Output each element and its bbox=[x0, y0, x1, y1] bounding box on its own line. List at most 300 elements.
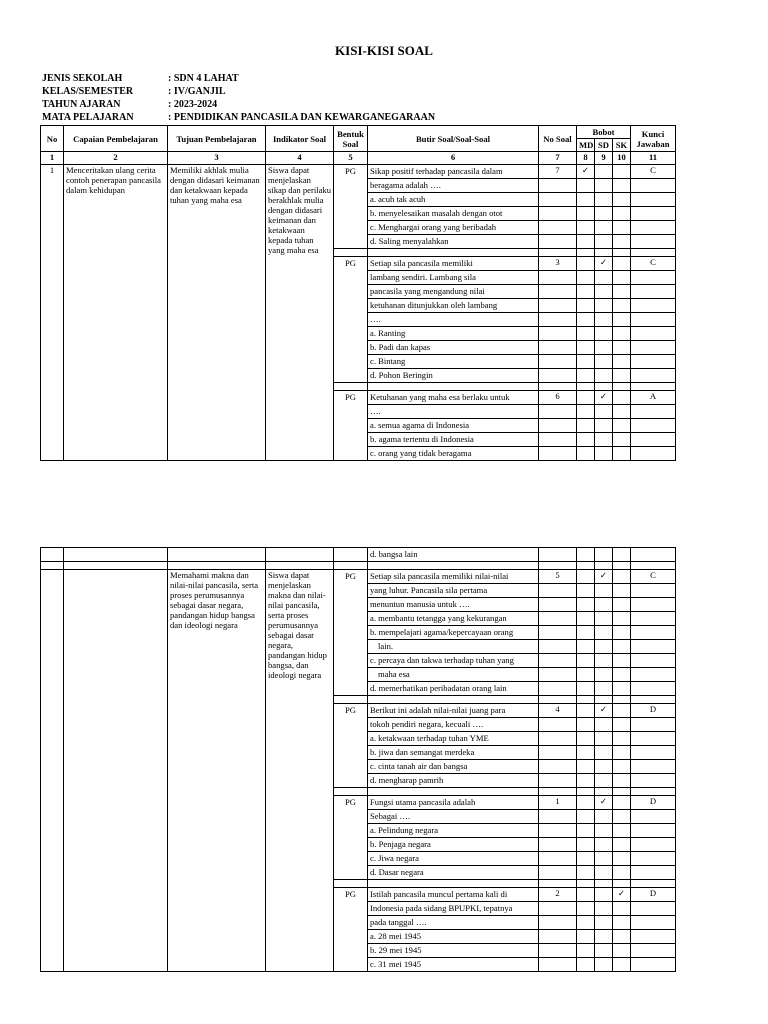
question-number bbox=[539, 419, 577, 433]
bobot-sk-check bbox=[613, 221, 631, 235]
question-text-line: c. 31 mei 1945 bbox=[368, 958, 539, 972]
answer-key bbox=[631, 207, 676, 221]
table-cell bbox=[368, 249, 539, 257]
bobot-sk-check: ✓ bbox=[613, 888, 631, 902]
question-text-line: pancasila yang mengandung nilai bbox=[368, 285, 539, 299]
table-cell bbox=[539, 696, 577, 704]
tujuan-pembelajaran: Memiliki akhlak mulia dengan didasari keimanan dan ketakwaan kepada tuhan yang maha esa bbox=[168, 165, 266, 461]
bobot-sk-check bbox=[613, 760, 631, 774]
answer-key bbox=[631, 760, 676, 774]
table-cell bbox=[595, 880, 613, 888]
table-cell bbox=[334, 788, 368, 796]
bobot-sd-check bbox=[595, 405, 613, 419]
bobot-sk-check bbox=[613, 598, 631, 612]
bobot-md-check bbox=[577, 369, 595, 383]
bobot-md-check bbox=[577, 598, 595, 612]
table-cell bbox=[613, 880, 631, 888]
bobot-sd-check bbox=[595, 838, 613, 852]
question-number bbox=[539, 433, 577, 447]
bobot-sk-check bbox=[613, 257, 631, 271]
table-cell bbox=[64, 548, 168, 562]
bobot-sk-check bbox=[613, 944, 631, 958]
bobot-md-check bbox=[577, 760, 595, 774]
bobot-sk-check bbox=[613, 584, 631, 598]
table-cell bbox=[334, 880, 368, 888]
question-text-line: pada tanggal …. bbox=[368, 916, 539, 930]
bobot-sk-check bbox=[613, 179, 631, 193]
answer-key bbox=[631, 271, 676, 285]
bobot-sk-check bbox=[613, 341, 631, 355]
spacer-row bbox=[41, 562, 676, 570]
bobot-md-check bbox=[577, 584, 595, 598]
question-text-line: tokoh pendiri negara, kecuali …. bbox=[368, 718, 539, 732]
answer-key: C bbox=[631, 257, 676, 271]
bobot-sk-check bbox=[613, 355, 631, 369]
bobot-sk-check bbox=[613, 271, 631, 285]
answer-key bbox=[631, 916, 676, 930]
question-number: 2 bbox=[539, 888, 577, 902]
answer-key bbox=[631, 433, 676, 447]
table-cell bbox=[168, 548, 266, 562]
bobot-md-check bbox=[577, 888, 595, 902]
bobot-sd-check bbox=[595, 355, 613, 369]
question-text-line: b. 29 mei 1945 bbox=[368, 944, 539, 958]
question-text-line: Istilah pancasila muncul pertama kali di bbox=[368, 888, 539, 902]
table-cell bbox=[595, 249, 613, 257]
answer-key bbox=[631, 341, 676, 355]
bobot-sd-check bbox=[595, 852, 613, 866]
bobot-sd-check bbox=[595, 810, 613, 824]
question-text-line: ketuhanan ditunjukkan oleh lambang bbox=[368, 299, 539, 313]
table-cell bbox=[595, 562, 613, 570]
answer-key bbox=[631, 299, 676, 313]
bobot-sd-check bbox=[595, 235, 613, 249]
question-text-line: a. 28 mei 1945 bbox=[368, 930, 539, 944]
answer-key bbox=[631, 612, 676, 626]
meta-row-subject bbox=[42, 111, 542, 124]
table-cell bbox=[577, 788, 595, 796]
header-sd: SD bbox=[595, 139, 613, 152]
answer-key bbox=[631, 774, 676, 788]
row-number bbox=[41, 570, 64, 972]
answer-key: A bbox=[631, 391, 676, 405]
question-text-line: c. Menghargai orang yang beribadah bbox=[368, 221, 539, 235]
question-text-line: b. menyelesaikan masalah dengan otot bbox=[368, 207, 539, 221]
answer-key: C bbox=[631, 165, 676, 179]
answer-key bbox=[631, 584, 676, 598]
question-type: PG bbox=[334, 257, 368, 383]
indikator-soal: Siswa dapat menjelaskan makna dan nilai-nilai pancasila, serta proses perumusannya sebagai dasar negara, pandangan hidup bangsa, dan ideologi negara bbox=[266, 570, 334, 972]
answer-key bbox=[631, 626, 676, 640]
meta-value: : 2023-2024 bbox=[168, 99, 218, 110]
question-type: PG bbox=[334, 165, 368, 249]
question-text-line: lain. bbox=[368, 640, 539, 654]
question-text-line: c. Jiwa negara bbox=[368, 852, 539, 866]
bobot-sk-check bbox=[613, 916, 631, 930]
question-text-line: b. jiwa dan semangat merdeka bbox=[368, 746, 539, 760]
bobot-sd-check bbox=[595, 916, 613, 930]
question-type: PG bbox=[334, 570, 368, 696]
table-cell bbox=[613, 696, 631, 704]
question-type: PG bbox=[334, 796, 368, 880]
bobot-md-check bbox=[577, 299, 595, 313]
table-cell bbox=[577, 383, 595, 391]
question-number bbox=[539, 640, 577, 654]
question-number bbox=[539, 810, 577, 824]
header-tujuan: Tujuan Pembelajaran bbox=[168, 126, 266, 152]
bobot-md-check bbox=[577, 207, 595, 221]
col-number: 2 bbox=[64, 152, 168, 165]
answer-key bbox=[631, 447, 676, 461]
bobot-sk-check bbox=[613, 235, 631, 249]
bobot-sk-check bbox=[613, 313, 631, 327]
bobot-sk-check bbox=[613, 285, 631, 299]
bobot-sk-check bbox=[613, 299, 631, 313]
question-number bbox=[539, 838, 577, 852]
bobot-sk-check bbox=[613, 774, 631, 788]
bobot-md-check bbox=[577, 285, 595, 299]
bobot-md-check bbox=[577, 682, 595, 696]
table-cell bbox=[539, 548, 577, 562]
question-number bbox=[539, 916, 577, 930]
table-cell bbox=[368, 880, 539, 888]
bobot-sd-check bbox=[595, 433, 613, 447]
table-cell bbox=[539, 788, 577, 796]
bobot-sd-check bbox=[595, 598, 613, 612]
answer-key bbox=[631, 902, 676, 916]
header-no-soal: No Soal bbox=[539, 126, 577, 152]
col-number: 5 bbox=[334, 152, 368, 165]
bobot-md-check bbox=[577, 810, 595, 824]
table-cell bbox=[334, 548, 368, 562]
table-cell bbox=[595, 696, 613, 704]
question-number bbox=[539, 668, 577, 682]
bobot-sd-check bbox=[595, 447, 613, 461]
question-text-line: maha esa bbox=[368, 668, 539, 682]
answer-key bbox=[631, 598, 676, 612]
meta-value: : SDN 4 LAHAT bbox=[168, 73, 239, 84]
meta-label: MATA PELAJARAN bbox=[42, 112, 134, 123]
question-number bbox=[539, 179, 577, 193]
table-cell bbox=[577, 562, 595, 570]
question-number bbox=[539, 271, 577, 285]
bobot-md-check bbox=[577, 866, 595, 880]
question-text-line: d. Pohon Beringin bbox=[368, 369, 539, 383]
header-butir: Butir Soal/Soal-Soal bbox=[368, 126, 539, 152]
question-text-line: a. membantu tetangga yang kekurangan bbox=[368, 612, 539, 626]
question-number bbox=[539, 221, 577, 235]
bobot-md-check bbox=[577, 654, 595, 668]
bobot-sk-check bbox=[613, 612, 631, 626]
question-number bbox=[539, 944, 577, 958]
bobot-md-check bbox=[577, 732, 595, 746]
bobot-md-check bbox=[577, 746, 595, 760]
bobot-sk-check bbox=[613, 391, 631, 405]
bobot-md-check bbox=[577, 341, 595, 355]
question-number bbox=[539, 732, 577, 746]
table-cell bbox=[539, 249, 577, 257]
bobot-sd-check bbox=[595, 285, 613, 299]
bobot-sd-check bbox=[595, 327, 613, 341]
question-number bbox=[539, 682, 577, 696]
question-number bbox=[539, 626, 577, 640]
question-text-line: d. mengharap pamrih bbox=[368, 774, 539, 788]
bobot-sd-check bbox=[595, 746, 613, 760]
col-number: 1 bbox=[41, 152, 64, 165]
question-number bbox=[539, 774, 577, 788]
table-cell bbox=[539, 880, 577, 888]
table-cell bbox=[577, 548, 595, 562]
header-bobot: Bobot bbox=[577, 126, 631, 139]
bobot-sd-check bbox=[595, 866, 613, 880]
question-number bbox=[539, 718, 577, 732]
bobot-sd-check bbox=[595, 824, 613, 838]
question-number bbox=[539, 958, 577, 972]
answer-key bbox=[631, 852, 676, 866]
bobot-sd-check bbox=[595, 299, 613, 313]
question-number: 1 bbox=[539, 796, 577, 810]
bobot-md-check bbox=[577, 838, 595, 852]
question-text-line: Sikap positif terhadap pancasila dalam bbox=[368, 165, 539, 179]
bobot-md-check bbox=[577, 405, 595, 419]
bobot-sd-check bbox=[595, 179, 613, 193]
table-cell bbox=[539, 383, 577, 391]
col-number: 7 bbox=[539, 152, 577, 165]
bobot-md-check bbox=[577, 796, 595, 810]
bobot-md-check bbox=[577, 944, 595, 958]
table-cell bbox=[577, 696, 595, 704]
bobot-sk-check bbox=[613, 640, 631, 654]
question-text-line: a. semua agama di Indonesia bbox=[368, 419, 539, 433]
meta-label: KELAS/SEMESTER bbox=[42, 86, 134, 97]
bobot-sk-check bbox=[613, 838, 631, 852]
tujuan-pembelajaran: Memahami makna dan nilai-nilai pancasila, serta proses perumusannya sebagai dasar negara, pandangan hidup bangsa dan ideologi negara bbox=[168, 570, 266, 972]
table-cell bbox=[613, 788, 631, 796]
bobot-sk-check bbox=[613, 824, 631, 838]
answer-key bbox=[631, 221, 676, 235]
bobot-md-check bbox=[577, 958, 595, 972]
meta-value: : IV/GANJIL bbox=[168, 86, 226, 97]
question-text-line: c. orang yang tidak beragama bbox=[368, 447, 539, 461]
bobot-md-check bbox=[577, 612, 595, 626]
bobot-sd-check bbox=[595, 626, 613, 640]
question-type: PG bbox=[334, 704, 368, 788]
question-number bbox=[539, 902, 577, 916]
table-cell bbox=[368, 696, 539, 704]
question-text-line: c. Bintang bbox=[368, 355, 539, 369]
bobot-sd-check bbox=[595, 760, 613, 774]
table-cell bbox=[631, 880, 676, 888]
column-number-row bbox=[41, 152, 676, 165]
bobot-sk-check bbox=[613, 902, 631, 916]
bobot-sk-check bbox=[613, 668, 631, 682]
bobot-sd-check bbox=[595, 271, 613, 285]
col-number: 6 bbox=[368, 152, 539, 165]
document-title: KISI-KISI SOAL bbox=[335, 43, 433, 58]
bobot-sd-check bbox=[595, 732, 613, 746]
table-cell bbox=[631, 562, 676, 570]
question-text-line: c. cinta tanah air dan bangsa bbox=[368, 760, 539, 774]
meta-row-school bbox=[42, 72, 542, 85]
table-cell bbox=[631, 696, 676, 704]
question-number bbox=[539, 313, 577, 327]
question-text-line: Fungsi utama pancasila adalah bbox=[368, 796, 539, 810]
bobot-sd-check bbox=[595, 165, 613, 179]
table-cell bbox=[631, 548, 676, 562]
bobot-sd-check bbox=[595, 888, 613, 902]
answer-key bbox=[631, 866, 676, 880]
answer-key bbox=[631, 327, 676, 341]
answer-key bbox=[631, 193, 676, 207]
question-number: 3 bbox=[539, 257, 577, 271]
question-number bbox=[539, 207, 577, 221]
bobot-sd-check bbox=[595, 221, 613, 235]
table-cell bbox=[631, 249, 676, 257]
answer-key bbox=[631, 838, 676, 852]
question-number bbox=[539, 760, 577, 774]
answer-key bbox=[631, 419, 676, 433]
row-number: 1 bbox=[41, 165, 64, 461]
bobot-sd-check bbox=[595, 902, 613, 916]
bobot-sd-check bbox=[595, 313, 613, 327]
question-number bbox=[539, 598, 577, 612]
bobot-md-check bbox=[577, 271, 595, 285]
question-number bbox=[539, 746, 577, 760]
bobot-sd-check bbox=[595, 341, 613, 355]
col-number: 8 bbox=[577, 152, 595, 165]
answer-key: C bbox=[631, 570, 676, 584]
bobot-sd-check bbox=[595, 718, 613, 732]
bobot-md-check bbox=[577, 179, 595, 193]
bobot-md-check bbox=[577, 257, 595, 271]
bobot-sd-check bbox=[595, 419, 613, 433]
question-number bbox=[539, 327, 577, 341]
bobot-sd-check bbox=[595, 654, 613, 668]
question-number bbox=[539, 824, 577, 838]
answer-key bbox=[631, 654, 676, 668]
question-text-line: a. Ranting bbox=[368, 327, 539, 341]
meta-label: TAHUN AJARAN bbox=[42, 99, 121, 110]
question-text-line: d. Dasar negara bbox=[368, 866, 539, 880]
bobot-md-check bbox=[577, 570, 595, 584]
header-indikator: Indikator Soal bbox=[266, 126, 334, 152]
table-cell bbox=[631, 383, 676, 391]
question-number bbox=[539, 405, 577, 419]
bobot-sk-check bbox=[613, 433, 631, 447]
col-number: 11 bbox=[631, 152, 676, 165]
question-number bbox=[539, 235, 577, 249]
table-cell bbox=[41, 548, 64, 562]
bobot-sd-check bbox=[595, 612, 613, 626]
answer-key bbox=[631, 405, 676, 419]
table-cell bbox=[368, 383, 539, 391]
header-bentuk: Bentuk Soal bbox=[334, 126, 368, 152]
bobot-sk-check bbox=[613, 958, 631, 972]
question-text-line: …. bbox=[368, 313, 539, 327]
question-text-line: yang luhur. Pancasila sila pertama bbox=[368, 584, 539, 598]
bobot-sk-check bbox=[613, 369, 631, 383]
question-text-line: menuntun manusia untuk …. bbox=[368, 598, 539, 612]
bobot-md-check bbox=[577, 235, 595, 249]
bobot-md-check bbox=[577, 391, 595, 405]
question-text-line: a. acuh tak acuh bbox=[368, 193, 539, 207]
capaian-pembelajaran bbox=[64, 570, 168, 972]
question-text-line: …. bbox=[368, 405, 539, 419]
question-text-line: b. agama tertentu di Indonesia bbox=[368, 433, 539, 447]
answer-key bbox=[631, 355, 676, 369]
question-number bbox=[539, 654, 577, 668]
bobot-sd-check: ✓ bbox=[595, 570, 613, 584]
header-md: MD bbox=[577, 139, 595, 152]
answer-key: D bbox=[631, 888, 676, 902]
question-number bbox=[539, 852, 577, 866]
answer-key bbox=[631, 746, 676, 760]
table-cell bbox=[64, 562, 168, 570]
answer-key bbox=[631, 285, 676, 299]
bobot-sk-check bbox=[613, 327, 631, 341]
question-text-line: b. Penjaga negara bbox=[368, 838, 539, 852]
question-number: 7 bbox=[539, 165, 577, 179]
question-text-line: a. Pelindung negara bbox=[368, 824, 539, 838]
answer-key bbox=[631, 732, 676, 746]
bobot-md-check bbox=[577, 447, 595, 461]
table-cell bbox=[577, 249, 595, 257]
question-text-line: Setiap sila pancasila memiliki bbox=[368, 257, 539, 271]
bobot-sd-check: ✓ bbox=[595, 704, 613, 718]
question-type: PG bbox=[334, 391, 368, 461]
bobot-md-check bbox=[577, 902, 595, 916]
question-text-line: b. Padi dan kapas bbox=[368, 341, 539, 355]
bobot-md-check bbox=[577, 193, 595, 207]
question-number bbox=[539, 369, 577, 383]
question-text-line: d. memerhatikan peribadatan orang lain bbox=[368, 682, 539, 696]
bobot-md-check bbox=[577, 852, 595, 866]
capaian-pembelajaran: Menceritakan ulang cerita contoh penerapan pancasila dalam kehidupan bbox=[64, 165, 168, 461]
bobot-sd-check bbox=[595, 584, 613, 598]
question-text-line: c. percaya dan takwa terhadap tuhan yang bbox=[368, 654, 539, 668]
bobot-sk-check bbox=[613, 852, 631, 866]
bobot-sd-check bbox=[595, 930, 613, 944]
table-cell bbox=[595, 548, 613, 562]
question-text-line: d. Saling menyalahkan bbox=[368, 235, 539, 249]
bobot-md-check bbox=[577, 355, 595, 369]
bobot-sk-check bbox=[613, 732, 631, 746]
question-number bbox=[539, 341, 577, 355]
meta-row-class bbox=[42, 85, 542, 98]
answer-key bbox=[631, 810, 676, 824]
question-text-line: Ketuhanan yang maha esa berlaku untuk bbox=[368, 391, 539, 405]
kisi-kisi-table-page-2 bbox=[40, 547, 676, 972]
question-text-line: Berikut ini adalah nilai-nilai juang para bbox=[368, 704, 539, 718]
answer-key bbox=[631, 958, 676, 972]
bobot-sd-check bbox=[595, 207, 613, 221]
table-cell bbox=[595, 383, 613, 391]
question-text-line: lambang sendiri. Lambang sila bbox=[368, 271, 539, 285]
bobot-md-check bbox=[577, 419, 595, 433]
bobot-sk-check bbox=[613, 626, 631, 640]
bobot-sd-check bbox=[595, 944, 613, 958]
col-number: 3 bbox=[168, 152, 266, 165]
question-text-line: Sebagai …. bbox=[368, 810, 539, 824]
bobot-sk-check bbox=[613, 207, 631, 221]
bobot-sd-check: ✓ bbox=[595, 391, 613, 405]
bobot-sk-check bbox=[613, 193, 631, 207]
question-number bbox=[539, 930, 577, 944]
answer-key bbox=[631, 668, 676, 682]
col-number: 9 bbox=[595, 152, 613, 165]
bobot-sk-check bbox=[613, 447, 631, 461]
meta-row-year bbox=[42, 98, 542, 111]
